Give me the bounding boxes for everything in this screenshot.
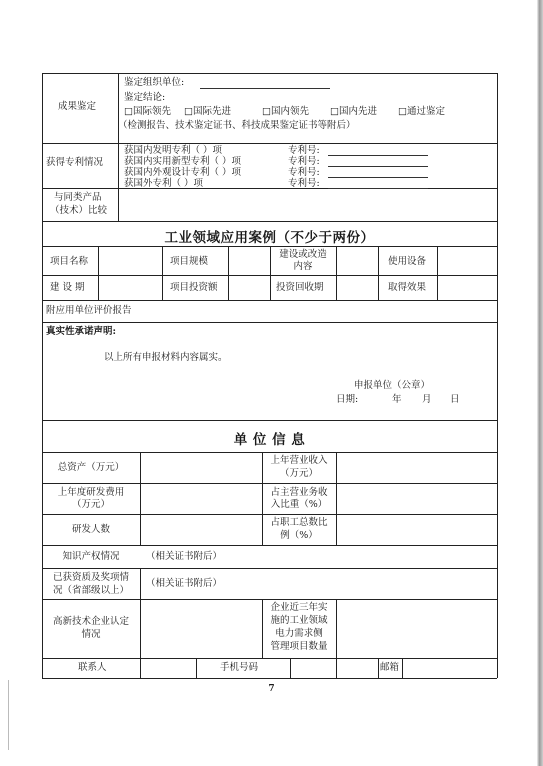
staff-ratio-label-2: 例（%） xyxy=(280,530,318,541)
staff-ratio-label-1: 占职工总数比 xyxy=(270,517,328,528)
construction-label-1: 建设或改造 xyxy=(279,249,327,260)
comparison-label-2: （技术）比较 xyxy=(50,205,108,216)
patent-type-foreign: 获国外专利（ ）项 xyxy=(124,178,204,189)
appraisal-conclusion-label: 鉴定结论: xyxy=(124,92,166,103)
period-label: 建 设 期 xyxy=(50,282,85,293)
patent-no-field[interactable] xyxy=(328,188,428,189)
declaration-text: 以上所有申报材料内容属实。 xyxy=(104,352,228,363)
date-label: 日期: xyxy=(336,394,359,405)
rd-cost-label-2: （万元） xyxy=(71,499,110,510)
awards-label-2: 况（省部级以上） xyxy=(52,585,129,596)
achievement-note: （检测报告、技术鉴定证书、科技成果鉴定证书等附后） xyxy=(118,120,356,131)
total-assets-label: 总资产（万元） xyxy=(57,462,125,473)
patent-type-invention: 获国内发明专利（ ）项 xyxy=(124,145,223,156)
patent-no-label: 专利号: xyxy=(288,178,320,189)
investment-label: 项目投资额 xyxy=(170,282,218,293)
page-number: 7 xyxy=(268,684,275,694)
scan-edge-right xyxy=(537,0,543,766)
cases-title: 工业领域应用案例（不少于两份） xyxy=(164,230,375,246)
main-ratio-label-1: 占主营业务收 xyxy=(270,487,328,498)
option-intl-advanced[interactable]: □国际先进 xyxy=(184,106,231,117)
last-revenue-label-2: （万元） xyxy=(279,468,318,479)
payback-label: 投资回收期 xyxy=(276,282,324,293)
patent-no-field[interactable] xyxy=(328,155,428,156)
declaration-title: 真实性承诺声明: xyxy=(46,326,117,337)
equipment-label: 使用设备 xyxy=(388,256,427,267)
option-intl-leading[interactable]: □国际领先 xyxy=(124,106,171,117)
applicant-seal-label: 申报单位（公章） xyxy=(354,380,431,391)
patent-no-label: 专利号: xyxy=(288,156,320,167)
appraisal-org-field[interactable] xyxy=(200,88,330,89)
ip-note: （相关证书附后） xyxy=(146,551,223,562)
ip-label: 知识产权情况 xyxy=(62,551,120,562)
patent-no-field[interactable] xyxy=(328,177,428,178)
option-passed[interactable]: □通过鉴定 xyxy=(398,106,445,117)
date-year: 年 xyxy=(392,394,402,405)
results-label: 取得效果 xyxy=(388,282,427,293)
comparison-label-1: 与同类产品 xyxy=(54,192,102,203)
patent-no-label: 专利号: xyxy=(288,145,320,156)
date-month: 月 xyxy=(422,394,432,405)
patent-no-label: 专利号: xyxy=(288,167,320,178)
patent-no-field[interactable] xyxy=(328,166,428,167)
awards-label-1: 已获资质及奖项情 xyxy=(52,572,129,583)
option-domestic-advanced[interactable]: □国内先进 xyxy=(330,106,377,117)
email-label: 邮箱 xyxy=(380,662,400,673)
achievement-label: 成果鉴定 xyxy=(58,101,97,112)
option-domestic-leading[interactable]: □国内领先 xyxy=(262,106,309,117)
phone-label: 手机号码 xyxy=(220,662,259,673)
last-revenue-label-1: 上年营业收入 xyxy=(270,455,328,466)
dsm-label-2: 施的工业领域 xyxy=(270,615,328,626)
patent-type-utility: 获国内实用新型专利（ ）项 xyxy=(124,156,242,167)
rd-staff-label: 研发人数 xyxy=(71,524,110,535)
contact-label: 联系人 xyxy=(78,662,107,673)
project-name-label: 项目名称 xyxy=(50,256,89,267)
rd-cost-label-1: 上年度研发费用 xyxy=(57,487,125,498)
patents-label: 获得专利情况 xyxy=(46,157,104,168)
dsm-label-4: 管理项目数量 xyxy=(270,641,328,652)
hitech-label-2: 情况 xyxy=(81,629,101,640)
project-scale-label: 项目规模 xyxy=(170,256,209,267)
dsm-label-1: 企业近三年实 xyxy=(270,602,328,613)
main-ratio-label-2: 入比重（%） xyxy=(270,499,328,510)
date-day: 日 xyxy=(450,394,460,405)
attach-note: 附应用单位评价报告 xyxy=(46,305,132,316)
appraisal-org-label: 鉴定组织单位: xyxy=(124,77,185,88)
dsm-label-3: 电力需求侧 xyxy=(275,628,323,639)
unit-info-title: 单 位 信 息 xyxy=(233,432,306,448)
patent-type-design: 获国内外观设计专利（ ）项 xyxy=(124,167,242,178)
awards-note: （相关证书附后） xyxy=(146,578,223,589)
construction-label-2: 内容 xyxy=(293,261,313,272)
hitech-label-1: 高新技术企业认定 xyxy=(52,616,129,627)
